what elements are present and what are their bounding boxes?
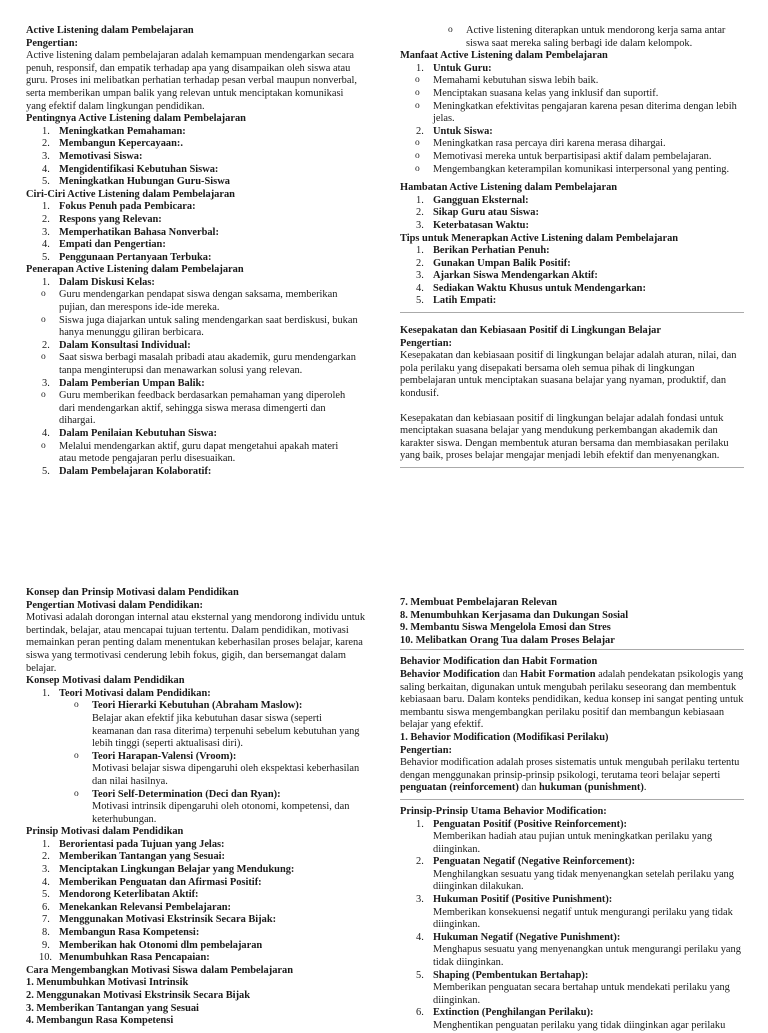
concept-title: Konsep Motivasi dalam Pendidikan xyxy=(26,675,185,687)
list-item: 3. Memotivasi Siswa: xyxy=(42,150,143,162)
list-item: 5. Mendorong Keterlibatan Aktif: xyxy=(42,889,199,901)
ways-item: 1. Menumbuhkan Motivasi Intrinsik xyxy=(26,977,189,989)
list-item: 5. Dalam Pembelajaran Kolaboratif: xyxy=(42,465,212,477)
list-item: 2. Membangun Kepercayaan:. xyxy=(42,138,183,150)
bullet-item: o Mengembangkan keterampilan komunikasi interpersonal yang penting. xyxy=(433,164,744,177)
list-item: 5. Latih Empati: xyxy=(416,295,497,307)
divider xyxy=(400,799,744,800)
list-item: 2. Sikap Guru atau Siswa: xyxy=(416,207,539,219)
continued-bullets xyxy=(400,25,744,50)
bm1-title: 1. Behavior Modification (Modifikasi Perilaku) xyxy=(400,731,609,743)
list-item: 4. Hukuman Negatif (Negative Punishment): Menghapus sesuatu yang menyenangkan untuk mengurangi perilaku yang tidak diinginkan. xyxy=(416,931,741,969)
bullet-item: o Saat siswa berbagi masalah pribadi atau akademik, guru mendengarkan tanpa menginterupsi dan menawarkan solusi yang relevan. xyxy=(59,352,358,377)
ways-item: 2. Menggunakan Motivasi Ekstrinsik Secara Bijak xyxy=(26,990,251,1001)
importance-title: Pentingnya Active Listening dalam Pembelajaran xyxy=(26,113,246,125)
list-item: 4. Mengidentifikasi Kebutuhan Siswa: xyxy=(42,163,219,175)
tips-list xyxy=(400,245,744,308)
ways-item: 8. Menumbuhkan Kerjasama dan Dukungan Sosial xyxy=(400,609,629,621)
bm-intro: Behavior Modification dan Habit Formation adalah pendekatan psikologis yang saling berkaitan, digunakan untuk mengubah perilaku seseorang dan membentuk kebiasaan baru. Dalam konteks pendidikan, kedua konsep ini sangat penting untuk membantu siswa mengembangkan perilaku positif dan membangun kebiasaan belajar yang efektif. xyxy=(400,668,744,731)
ways-item: 10. Melibatkan Orang Tua dalam Proses Belajar xyxy=(400,634,615,646)
bullet-item: o Memotivasi mereka untuk berpartisipasi aktif dalam pembelajaran. xyxy=(433,151,744,164)
list-item: 6. Extinction (Penghilangan Perilaku): Menghentikan penguatan perilaku yang tidak diinginkan agar perilaku xyxy=(416,1007,726,1031)
list-item: 7. Menggunakan Motivasi Ekstrinsik Secara Bijak: xyxy=(42,914,277,926)
bm1-label: Pengertian: xyxy=(400,744,452,756)
ways-item: 9. Membantu Siswa Mengelola Emosi dan Stres xyxy=(400,622,611,634)
list-item: 10. Menumbuhkan Rasa Pencapaian: xyxy=(39,952,210,964)
divider xyxy=(400,467,744,468)
ways-title: Cara Mengembangkan Motivasi Siswa dalam Pembelajaran xyxy=(26,964,293,976)
list-item: 3. Hukuman Positif (Positive Punishment): Memberikan konsekuensi negatif untuk mengurangi perilaku yang tidak diinginkan. xyxy=(416,894,733,931)
list-item: 2. Penguatan Negatif (Negative Reinforcement): Menghilangkan sesuatu yang tidak menyenangkan setelah perilaku yang diinginkan dilakukan. xyxy=(416,856,734,893)
list-item: 3. Ajarkan Siswa Mendengarkan Aktif: xyxy=(416,270,598,282)
principles-list xyxy=(26,839,366,965)
bullet-item: o Meningkatkan efektivitas pengajaran karena pesan diterima dengan lebih jelas. xyxy=(433,101,744,126)
list-item: 2. Untuk Siswa: o Meningkatkan rasa percaya diri karena merasa dihargai. o Memotivasi mereka untuk berpartisipasi aktif dalam pembelajaran. o Mengembangkan keterampilan komunikasi interpersonal yang penting. xyxy=(433,126,744,176)
importance-list xyxy=(26,126,358,189)
definition-title: Pengertian Motivasi dalam Pendidikan: xyxy=(26,599,203,611)
list-item: 8. Membangun Rasa Kompetensi: xyxy=(42,927,200,939)
list-item: 5. Penggunaan Pertanyaan Terbuka: xyxy=(42,251,212,263)
list-item: 1. Berorientasi pada Tujuan yang Jelas: xyxy=(42,838,225,850)
barriers-list xyxy=(400,195,744,233)
bullet-item: o Siswa juga diajarkan untuk saling mendengarkan saat berdiskusi, bukan hanya menunggu giliran berbicara. xyxy=(59,315,358,340)
benefits-list xyxy=(400,63,744,176)
section-title: Konsep dan Prinsip Motivasi dalam Pendidikan xyxy=(26,587,239,598)
principles-title: Prinsip Motivasi dalam Pendidikan xyxy=(26,826,184,838)
agreement-text: Kesepakatan dan kebiasaan positif di lingkungan belajar adalah aturan, nilai, dan pola perilaku yang disepakati bersama oleh semua pihak di lingkungan pembelajaran untuk menciptakan suasana belajar yang nyaman, produktif, dan kondusif. xyxy=(400,350,737,400)
agreement-title: Kesepakatan dan Kebiasaan Positif di Lingkungan Belajar xyxy=(400,325,661,337)
section-benefits-barriers xyxy=(400,25,744,500)
list-item: 4. Memberikan Penguatan dan Afirmasi Positif: xyxy=(42,876,262,888)
list-item: 4. Sediakan Waktu Khusus untuk Mendengarkan: xyxy=(416,282,646,294)
bm-principles-title: Prinsip-Prinsip Utama Behavior Modification: xyxy=(400,805,607,817)
definition-label: Pengertian: xyxy=(26,37,78,49)
bm-title: Behavior Modification dan Habit Formation xyxy=(400,656,598,668)
bullet-item: o Memahami kebutuhan siswa lebih baik. xyxy=(433,75,744,88)
bullet-item: o Meningkatkan rasa percaya diri karena merasa dihargai. xyxy=(433,138,744,151)
divider xyxy=(400,649,744,650)
list-item: 1. Fokus Penuh pada Pembicara: xyxy=(42,201,196,213)
list-item: 9. Memberikan hak Otonomi dlm pembelajaran xyxy=(42,939,263,951)
list-item: 1. Teori Motivasi dalam Pendidikan: o Teori Hierarki Kebutuhan (Abraham Maslow): Belajar akan efektif jika kebutuhan dasar siswa (seperti keamanan dan rasa diterima) terpenuhi sebelum kebutuhan yang lebih tinggi (seperti aktualisasi diri). o Teori Harapan-Valensi (Vroom): Motivasi belajar siswa dipengaruhi oleh ekspektasi keberhasilan dan nilai hasilnya. o Teori Self-Determination (Deci dan Ryan): Motivasi intrinsik dipengaruhi oleh otonomi, kompetensi, dan keterhubungan. xyxy=(59,688,366,827)
divider xyxy=(400,312,744,313)
section-behavior-modification xyxy=(400,597,744,1031)
theory-item: o Teori Self-Determination (Deci dan Ryan): Motivasi intrinsik dipengaruhi oleh otonomi, kompetensi, dan keterhubungan. xyxy=(92,789,366,827)
agreement-label: Pengertian: xyxy=(400,337,452,349)
agreement-summary: Kesepakatan dan kebiasaan positif di lingkungan belajar adalah fondasi untuk menciptakan suasana belajar yang mendukung perkembangan akademik dan karakter siswa. Dengan membentuk aturan bersama dan membiasakan perilaku yang baik, proses belajar mengajar menjadi lebih efektif dan menyenangkan. xyxy=(400,412,729,462)
list-item: 1. Berikan Perhatian Penuh: xyxy=(416,245,550,257)
traits-list xyxy=(26,201,358,264)
bullet-item: o Guru mendengarkan pendapat siswa dengan saksama, memberikan pujian, dan merespons ide-ide mereka. xyxy=(59,289,358,314)
list-item: 1. Meningkatkan Pemahaman: xyxy=(42,125,186,137)
section-title: Active Listening dalam Pembelajaran xyxy=(26,25,194,36)
list-item: 2. Memberikan Tantangan yang Sesuai: xyxy=(42,851,225,863)
definition-text: Motivasi adalah dorongan internal atau eksternal yang mendorong individu untuk bertindak, belajar, atau mencapai tujuan tertentu. Dalam pendidikan, motivasi memainkan peran penting dalam menentukan keberhasilan proses belajar, karena siswa yang termotivasi cenderung lebih fokus, gigih, dan bersemangat dalam belajar. xyxy=(26,612,366,674)
ways-item: 4. Membangun Rasa Kompetensi xyxy=(26,1015,174,1027)
list-item: 1. Penguatan Positif (Positive Reinforcement): Memberikan hadiah atau pujian untuk meningkatkan perilaku yang diinginkan. xyxy=(416,818,713,855)
list-item: 2. Gunakan Umpan Balik Positif: xyxy=(416,257,571,269)
application-title: Penerapan Active Listening dalam Pembelajaran xyxy=(26,264,244,276)
definition-text: Active listening dalam pembelajaran adalah kemampuan mendengarkan secara penuh, responsif, dan empatik terhadap apa yang disampaikan oleh siswa atau guru. Proses ini melibatkan perhatian terhadap pesan verbal maupun nonverbal, serta memberikan umpan balik yang relevan untuk menciptakan komunikasi yang efektif dalam lingkungan pendidikan. xyxy=(26,50,357,112)
traits-title: Ciri-Ciri Active Listening dalam Pembelajaran xyxy=(26,188,235,200)
bm-principles-list xyxy=(400,819,744,1033)
list-item: 2. Dalam Konsultasi Individual: o Saat siswa berbagi masalah pribadi atau akademik, guru mendengarkan tanpa menginterupsi dan menawarkan solusi yang relevan. xyxy=(59,340,358,378)
bullet-item: o Active listening diterapkan untuk mendorong kerja sama antar siswa saat mereka saling berbagi ide dalam kelompok. xyxy=(466,25,744,50)
bullet-item: o Guru memberikan feedback berdasarkan pemahaman yang diperoleh dari mendengarkan aktif, sehingga siswa merasa dimengerti dan dihargai. xyxy=(59,390,358,428)
list-item: 5. Shaping (Pembentukan Bertahap): Memberikan penguatan secara bertahap untuk mendekati perilaku yang diinginkan. xyxy=(416,969,730,1006)
theory-item: o Teori Harapan-Valensi (Vroom): Motivasi belajar siswa dipengaruhi oleh ekspektasi keberhasilan dan nilai hasilnya. xyxy=(92,751,366,789)
list-item: 1. Dalam Diskusi Kelas: o Guru mendengarkan pendapat siswa dengan saksama, memberikan pujian, dan merespons ide-ide mereka. o Siswa juga diajarkan untuk saling mendengarkan saat berdiskusi, bukan hanya menunggu giliran berbicara. xyxy=(59,277,358,340)
list-item: 2. Respons yang Relevan: xyxy=(42,213,162,225)
list-item: 3. Memperhatikan Bahasa Nonverbal: xyxy=(42,226,219,238)
tips-title: Tips untuk Menerapkan Active Listening dalam Pembelajaran xyxy=(400,232,679,244)
section-motivation xyxy=(26,587,366,1027)
ways-item: 3. Memberikan Tantangan yang Sesuai xyxy=(26,1002,199,1014)
bm1-text: Behavior modification adalah proses sistematis untuk mengubah perilaku tertentu dengan menggunakan prinsip-prinsip psikologi, terutama teori belajar seperti penguatan (reinforcement) dan hukuman (punishment). xyxy=(400,757,740,794)
list-item: 1. Untuk Guru: o Memahami kebutuhan siswa lebih baik. o Menciptakan suasana kelas yang inklusif dan suportif. o Meningkatkan efektivitas pengajaran karena pesan diterima dengan lebih jelas. xyxy=(433,63,744,126)
bullet-item: o Menciptakan suasana kelas yang inklusif dan suportif. xyxy=(433,88,744,101)
benefits-title: Manfaat Active Listening dalam Pembelajaran xyxy=(400,50,608,62)
bullet-item: o Melalui mendengarkan aktif, guru dapat mengetahui apakah materi atau metode pengajaran perlu disesuaikan. xyxy=(59,441,358,466)
barriers-title: Hambatan Active Listening dalam Pembelajaran xyxy=(400,182,618,194)
ways-item: 7. Membuat Pembelajaran Relevan xyxy=(400,597,557,608)
list-item: 4. Dalam Penilaian Kebutuhan Siswa: o Melalui mendengarkan aktif, guru dapat mengetahui apakah materi atau metode pengajaran perlu disesuaikan. xyxy=(59,428,358,466)
section-active-listening xyxy=(26,25,358,500)
concept-list xyxy=(26,688,366,827)
list-item: 6. Menekankan Relevansi Pembelajaran: xyxy=(42,901,232,913)
application-list xyxy=(26,277,358,479)
list-item: 3. Menciptakan Lingkungan Belajar yang Mendukung: xyxy=(42,864,295,876)
list-item: 3. Keterbatasan Waktu: xyxy=(416,219,529,231)
list-item: 3. Dalam Pemberian Umpan Balik: o Guru memberikan feedback berdasarkan pemahaman yang diperoleh dari mendengarkan aktif, sehingga siswa merasa dimengerti dan dihargai. xyxy=(59,378,358,428)
list-item: 4. Empati dan Pengertian: xyxy=(42,239,166,251)
theory-item: o Teori Hierarki Kebutuhan (Abraham Maslow): Belajar akan efektif jika kebutuhan dasar siswa (seperti keamanan dan rasa diterima) terpenuhi sebelum kebutuhan yang lebih tinggi (seperti aktualisasi diri). xyxy=(92,700,366,750)
list-item: 1. Gangguan Eksternal: xyxy=(416,194,529,206)
list-item: 5. Meningkatkan Hubungan Guru-Siswa xyxy=(42,176,230,188)
